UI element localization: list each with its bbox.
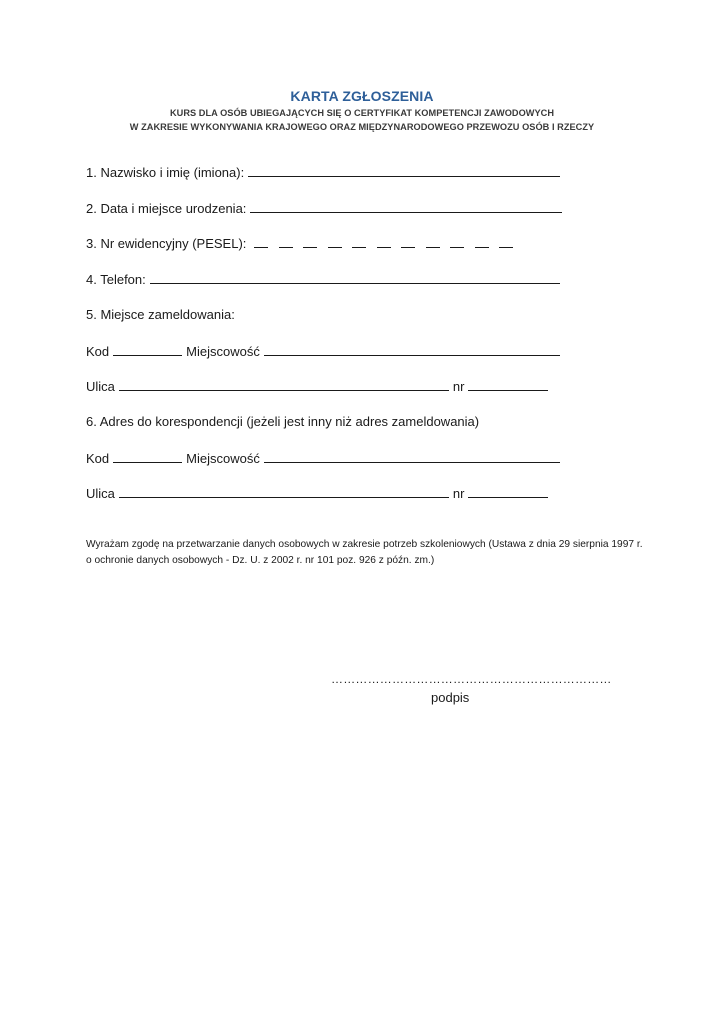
name-label: 1. Nazwisko i imię (imiona): <box>86 165 245 180</box>
consent-text: Wyrażam zgodę na przetwarzanie danych osobowych w zakresie potrzeb szkoleniowych (Ustawa z dnia 29 sierpnia 1997 r. o ochronie danych osobowych - Dz. U. z 2002 r. nr 101 poz. 926 z późn. zm.) <box>86 539 643 566</box>
correspondence-city-label: Miejscowość <box>186 451 260 466</box>
registration-code-blank[interactable] <box>113 343 182 356</box>
birth-row <box>86 200 562 216</box>
registration-heading-row <box>86 307 235 322</box>
pesel-digit-blank[interactable] <box>475 235 489 248</box>
pesel-digit-blank[interactable] <box>499 235 513 248</box>
correspondence-street-label: Ulica <box>86 486 115 501</box>
correspondence-street-row <box>86 485 548 501</box>
pesel-digit-blanks <box>254 235 524 248</box>
name-row <box>86 164 560 180</box>
phone-blank[interactable] <box>150 271 560 284</box>
registration-number-blank[interactable] <box>468 378 548 391</box>
registration-city-blank[interactable] <box>264 343 560 356</box>
pesel-digit-blank[interactable] <box>401 235 415 248</box>
registration-city-label: Miejscowość <box>186 344 260 359</box>
name-blank[interactable] <box>248 164 560 177</box>
signature-line[interactable]: …………………………………………………………… <box>331 672 612 686</box>
phone-row <box>86 271 560 287</box>
correspondence-code-city-row <box>86 450 560 466</box>
correspondence-city-blank[interactable] <box>264 450 560 463</box>
correspondence-number-label: nr <box>452 486 465 501</box>
correspondence-number-blank[interactable] <box>468 485 548 498</box>
correspondence-code-label: Kod <box>86 451 110 466</box>
correspondence-heading: 6. Adres do korespondencji (jeżeli jest inny niż adres zameldowania) <box>86 414 480 429</box>
correspondence-street-blank[interactable] <box>119 485 449 498</box>
pesel-row <box>86 235 524 251</box>
registration-street-row <box>86 378 548 394</box>
registration-heading: 5. Miejsce zameldowania: <box>86 307 235 322</box>
pesel-digit-blank[interactable] <box>303 235 317 248</box>
pesel-digit-blank[interactable] <box>426 235 440 248</box>
form-subtitle-line2: W ZAKRESIE WYKONYWANIA KRAJOWEGO ORAZ MIĘDZYNARODOWEGO PRZEWOZU OSÓB I RZECZY <box>129 122 595 132</box>
pesel-digit-blank[interactable] <box>328 235 342 248</box>
registration-street-label: Ulica <box>86 379 115 394</box>
registration-code-city-row <box>86 343 560 359</box>
form-subtitle-line1: KURS DLA OSÓB UBIEGAJĄCYCH SIĘ O CERTYFIKAT KOMPETENCJI ZAWODOWYCH <box>169 108 555 118</box>
pesel-digit-blank[interactable] <box>254 235 268 248</box>
registration-code-label: Kod <box>86 344 110 359</box>
registration-number-label: nr <box>452 379 465 394</box>
phone-label: 4. Telefon: <box>86 272 146 287</box>
birth-blank[interactable] <box>250 200 562 213</box>
form-title: KARTA ZGŁOSZENIA <box>290 88 434 104</box>
pesel-digit-blank[interactable] <box>450 235 464 248</box>
pesel-digit-blank[interactable] <box>352 235 366 248</box>
birth-label: 2. Data i miejsce urodzenia: <box>86 201 247 216</box>
pesel-digit-blank[interactable] <box>377 235 391 248</box>
registration-street-blank[interactable] <box>119 378 449 391</box>
correspondence-code-blank[interactable] <box>113 450 182 463</box>
signature-label: podpis <box>431 690 470 705</box>
pesel-label: 3. Nr ewidencyjny (PESEL): <box>86 236 247 251</box>
correspondence-heading-row <box>86 414 479 429</box>
pesel-digit-blank[interactable] <box>279 235 293 248</box>
